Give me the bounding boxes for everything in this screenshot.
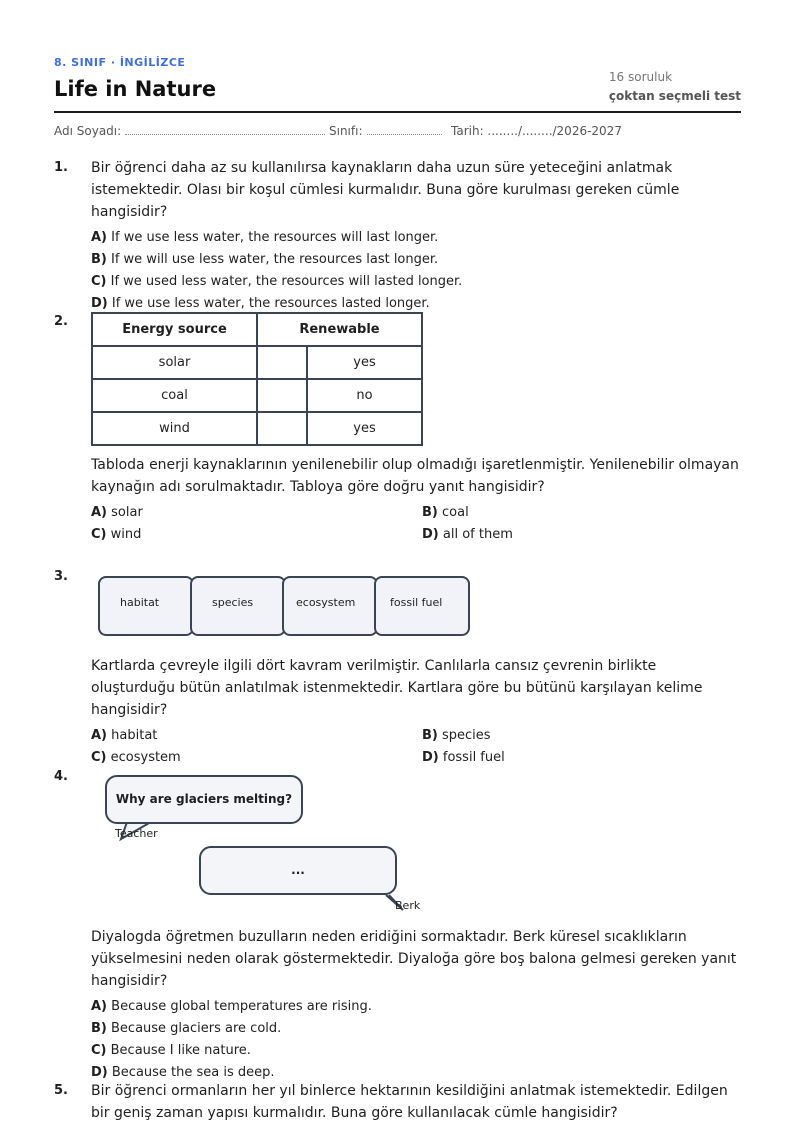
table-cell: no: [307, 379, 422, 412]
table-cell: yes: [307, 346, 422, 379]
student-speech-bubble[interactable]: ...: [199, 846, 397, 895]
table-header: Renewable: [257, 313, 422, 346]
options-list: [91, 227, 744, 315]
option-text: habitat: [111, 728, 158, 743]
option-c[interactable]: [91, 1040, 744, 1062]
option-letter: A): [91, 505, 108, 520]
option-text: solar: [111, 505, 143, 520]
question-stem: Tabloda enerji kaynaklarının yenilenebilir olup olmadığı işaretlenmiştir. Yenilenebilir olmayan kaynağın adı sorulmaktadır. Tabloya göre doğru yanıt hangisidir?: [91, 457, 739, 495]
option-text: If we use less water, the resources lasted longer.: [111, 296, 430, 311]
class-label: Sınıfı:: [329, 124, 363, 138]
option-a[interactable]: [91, 227, 744, 249]
question-4: [54, 767, 744, 1084]
class-blank[interactable]: [367, 125, 442, 135]
table-cell-empty: [257, 346, 307, 379]
concept-card: habitat: [98, 576, 194, 636]
concept-cards: [98, 576, 478, 638]
question-2: [54, 312, 744, 546]
option-letter: A): [91, 999, 108, 1014]
option-text: If we use less water, the resources will last longer.: [111, 230, 439, 245]
option-a[interactable]: [91, 996, 744, 1018]
option-letter: D): [91, 296, 108, 311]
concept-card: ecosystem: [282, 576, 378, 636]
option-d[interactable]: [422, 524, 722, 546]
concept-card: fossil fuel: [374, 576, 470, 636]
option-letter: C): [91, 527, 107, 542]
table-cell-empty: [257, 379, 307, 412]
table-cell: wind: [92, 412, 257, 445]
option-letter: B): [422, 505, 438, 520]
option-text: species: [442, 728, 491, 743]
question-5: [54, 1080, 744, 1123]
name-field[interactable]: [54, 124, 325, 138]
option-b[interactable]: [91, 1018, 744, 1040]
option-a[interactable]: [91, 502, 422, 524]
option-text: fossil fuel: [442, 750, 505, 765]
option-text: ecosystem: [110, 750, 181, 765]
option-letter: C): [91, 1043, 107, 1058]
student-label: Berk: [395, 899, 421, 912]
option-text: wind: [110, 527, 142, 542]
table-row: [92, 379, 422, 412]
option-d[interactable]: [422, 747, 722, 769]
energy-table: [91, 312, 423, 446]
header-divider: [54, 111, 741, 113]
test-type: çoktan seçmeli test: [608, 89, 741, 103]
table-cell: solar: [92, 346, 257, 379]
option-text: all of them: [442, 527, 513, 542]
option-c[interactable]: [91, 271, 744, 293]
question-number: 5.: [54, 1083, 68, 1098]
option-b[interactable]: [422, 502, 722, 524]
option-a[interactable]: [91, 725, 422, 747]
option-b[interactable]: [422, 725, 722, 747]
class-field[interactable]: [329, 124, 442, 138]
option-text: Because global temperatures are rising.: [111, 999, 372, 1014]
concept-card: species: [190, 576, 286, 636]
question-stem: Bir öğrenci daha az su kullanılırsa kaynakların daha uzun süre yeteceğini anlatmak istemektedir. Olası bir koşul cümlesi kurmalıdır. Buna göre kurulması gereken cümle hangisidir?: [91, 160, 680, 220]
option-letter: A): [91, 230, 108, 245]
subject-label: 8. SINIF · İNGİLİZCE: [54, 56, 186, 69]
teacher-label: Teacher: [115, 827, 158, 840]
date-field[interactable]: [451, 124, 622, 138]
question-count: 16 soruluk: [608, 70, 673, 84]
options-list: [91, 996, 744, 1084]
option-text: Because the sea is deep.: [111, 1065, 275, 1080]
table-cell: coal: [92, 379, 257, 412]
option-c[interactable]: [91, 747, 422, 769]
question-1: [54, 157, 744, 315]
option-letter: D): [422, 527, 439, 542]
question-stem: Kartlarda çevreyle ilgili dört kavram verilmiştir. Canlılarla cansız çevrenin birlikte oluşturduğu bütün anlatılmak istenmektedir. Kartlara göre bu bütünü karşılayan kelime hangisidir?: [91, 658, 703, 718]
date-label: Tarih: ......../......../2026-2027: [451, 124, 622, 138]
question-number: 1.: [54, 160, 68, 175]
table-header: Energy source: [92, 313, 257, 346]
option-letter: B): [91, 252, 107, 267]
name-blank[interactable]: [125, 125, 325, 135]
table-row: [92, 412, 422, 445]
option-letter: C): [91, 750, 107, 765]
question-stem: Diyalogda öğretmen buzulların neden eridiğini sormaktadır. Berk küresel sıcaklıkların yükselmesini neden olarak göstermektedir. Diyaloğa göre boş balona gelmesi gereken yanıt hangisidir?: [91, 929, 737, 989]
dialog-box: [91, 767, 491, 922]
options-list: [91, 502, 744, 546]
question-number: 2.: [54, 314, 68, 329]
question-number: 4.: [54, 769, 68, 784]
options-list: [91, 725, 744, 769]
name-label: Adı Soyadı:: [54, 124, 122, 138]
option-letter: D): [422, 750, 439, 765]
option-text: If we will use less water, the resources last longer.: [111, 252, 439, 267]
teacher-speech-bubble: Why are glaciers melting?: [105, 775, 303, 824]
test-meta: [609, 70, 741, 103]
option-letter: C): [91, 274, 107, 289]
table-cell: yes: [307, 412, 422, 445]
option-letter: B): [422, 728, 438, 743]
option-letter: D): [91, 1065, 108, 1080]
option-text: If we used less water, the resources will lasted longer.: [110, 274, 463, 289]
option-text: coal: [442, 505, 469, 520]
option-letter: B): [91, 1021, 107, 1036]
option-text: Because I like nature.: [110, 1043, 251, 1058]
question-stem: Bir öğrenci ormanların her yıl binlerce hektarının kesildiğini anlatmak istemektedir. Edilgen bir geniş zaman yapısı kurmalıdır. Buna göre kullanılacak cümle hangisidir?: [91, 1083, 728, 1121]
question-number: 3.: [54, 569, 68, 584]
option-c[interactable]: [91, 524, 422, 546]
option-letter: A): [91, 728, 108, 743]
question-3: [54, 567, 744, 769]
option-text: Because glaciers are cold.: [111, 1021, 282, 1036]
page-title: Life in Nature: [54, 77, 217, 101]
option-b[interactable]: [91, 249, 744, 271]
table-row: [92, 346, 422, 379]
table-cell-empty: [257, 412, 307, 445]
